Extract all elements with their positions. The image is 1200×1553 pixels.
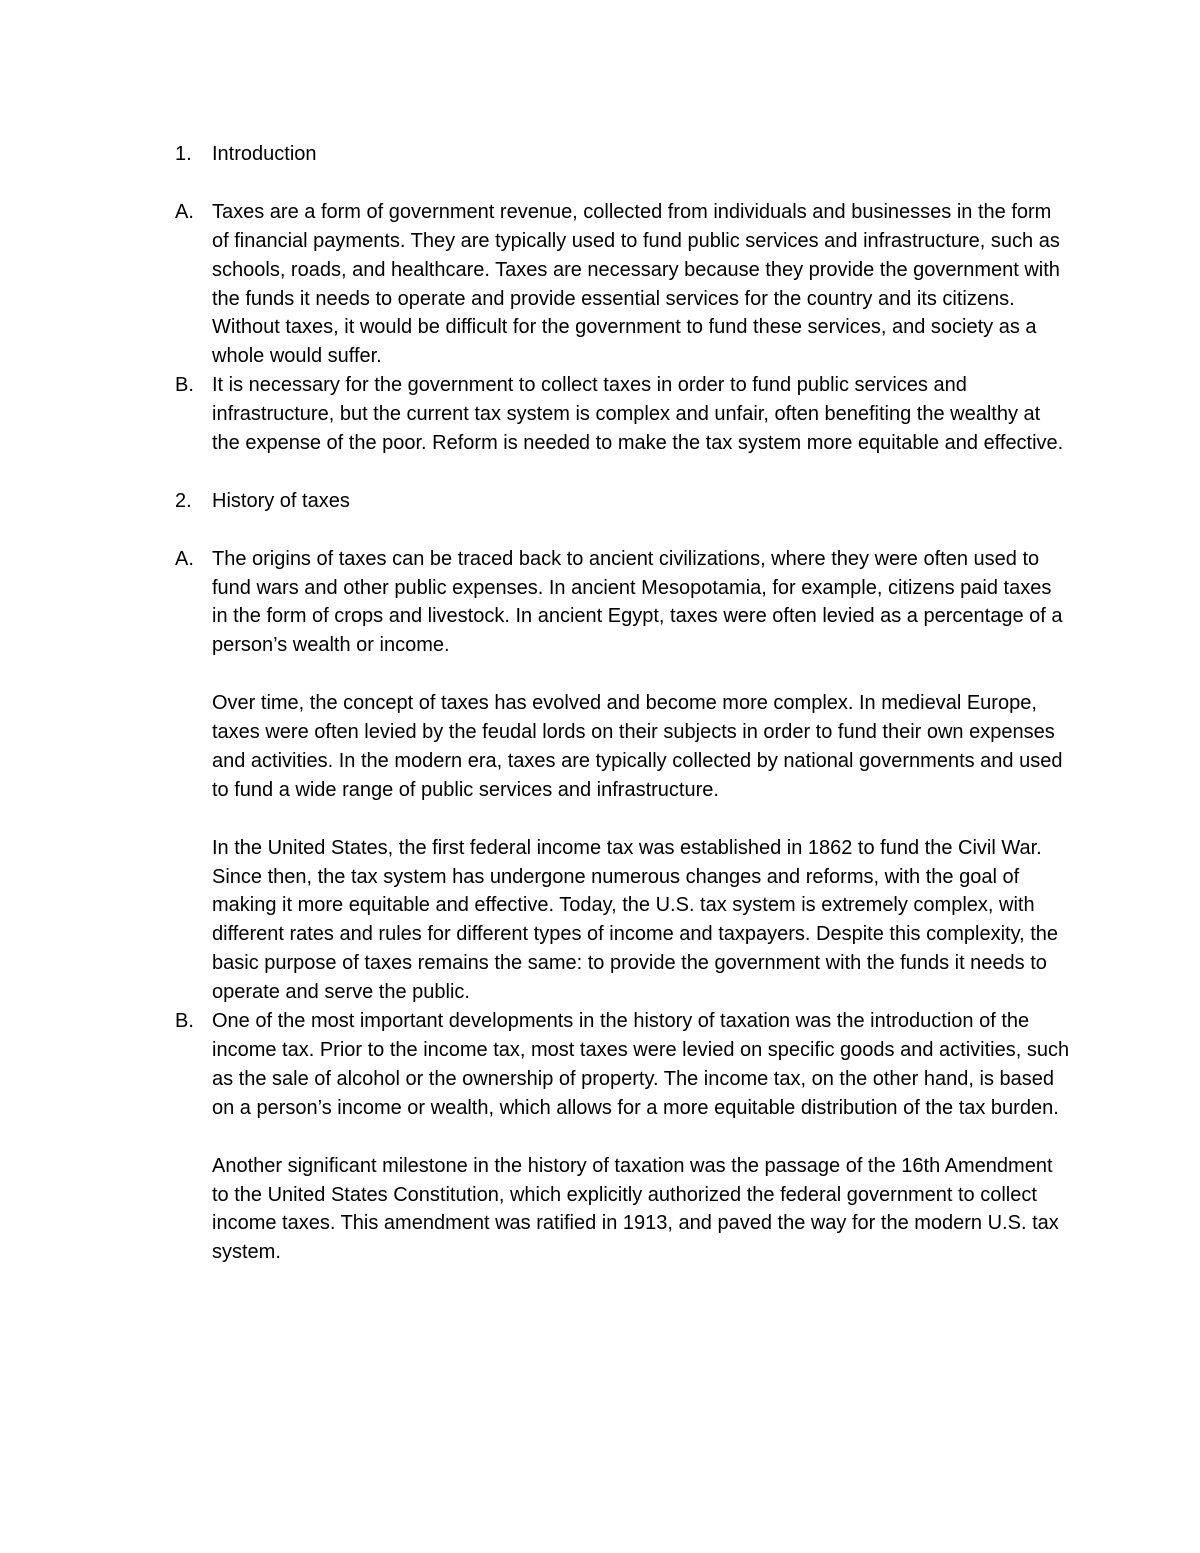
list-item-introduction-b <box>175 371 1070 458</box>
section-heading-introduction <box>175 140 1070 169</box>
spacer <box>212 805 1070 834</box>
spacer <box>212 660 1070 689</box>
list-item-history-b <box>175 1007 1070 1267</box>
document-body <box>175 140 1070 1267</box>
item-marker: A. <box>175 547 194 570</box>
spacer <box>212 1123 1070 1152</box>
list-item-introduction-a <box>175 198 1070 371</box>
spacer <box>175 169 1070 198</box>
paragraph: The origins of taxes can be traced back to ancient civilizations, where they were often used to fund wars and other public expenses. In ancient Mesopotamia, for example, citizens paid taxes in the form of crops and livestock. In ancient Egypt, taxes were often levied as a percentage of a person’s wealth or income. <box>212 547 1063 657</box>
item-marker: B. <box>175 374 194 397</box>
spacer <box>175 458 1070 487</box>
section-number: 1. <box>175 143 192 165</box>
paragraph: Another significant milestone in the history of taxation was the passage of the 16th Amendment to the United States Constitution, which explicitly authorized the federal government to collect income taxes. This amendment was ratified in 1913, and paved the way for the modern U.S. tax system. <box>212 1154 1059 1264</box>
paragraph: In the United States, the first federal income tax was established in 1862 to fund the Civil War. Since then, the tax system has undergone numerous changes and reforms, with the goal of making it more equitable and effective. Today, the U.S. tax system is extremely complex, with different rates and rules for different types of income and taxpayers. Despite this complexity, the basic purpose of taxes remains the same: to provide the government with the funds it needs to operate and serve the public. <box>212 836 1058 1004</box>
section-number: 2. <box>175 489 192 512</box>
section-title: History of taxes <box>212 489 350 512</box>
paragraph: One of the most important developments in the history of taxation was the introduction of the income tax. Prior to the income tax, most taxes were levied on specific goods and activities, such as the sale of alcohol or the ownership of property. The income tax, on the other hand, is based on a person’s income or wealth, which allows for a more equitable distribution of the tax burden. <box>212 1010 1070 1119</box>
list-item-history-a <box>175 545 1070 1007</box>
spacer <box>175 516 1070 545</box>
section-title: Introduction <box>212 143 317 165</box>
section-heading-history <box>175 487 1070 516</box>
item-marker: B. <box>175 1010 194 1033</box>
paragraph: Over time, the concept of taxes has evolved and become more complex. In medieval Europe, taxes were often levied by the feudal lords on their subjects in order to fund their own expenses and activities. In the modern era, taxes are typically collected by national governments and used to fund a wide range of public services and infrastructure. <box>212 692 1063 801</box>
paragraph: It is necessary for the government to collect taxes in order to fund public services and infrastructure, but the current tax system is complex and unfair, often benefiting the wealthy at the expense of the poor. Reform is needed to make the tax system more equitable and effective. <box>212 374 1064 455</box>
paragraph: Taxes are a form of government revenue, collected from individuals and businesses in the form of financial payments. They are typically used to fund public services and infrastructure, such as schools, roads, and healthcare. Taxes are necessary because they provide the government with the funds it needs to operate and provide essential services for the country and its citizens. Without taxes, it would be difficult for the government to fund these services, and society as a whole would suffer. <box>212 200 1060 368</box>
item-marker: A. <box>175 200 194 223</box>
